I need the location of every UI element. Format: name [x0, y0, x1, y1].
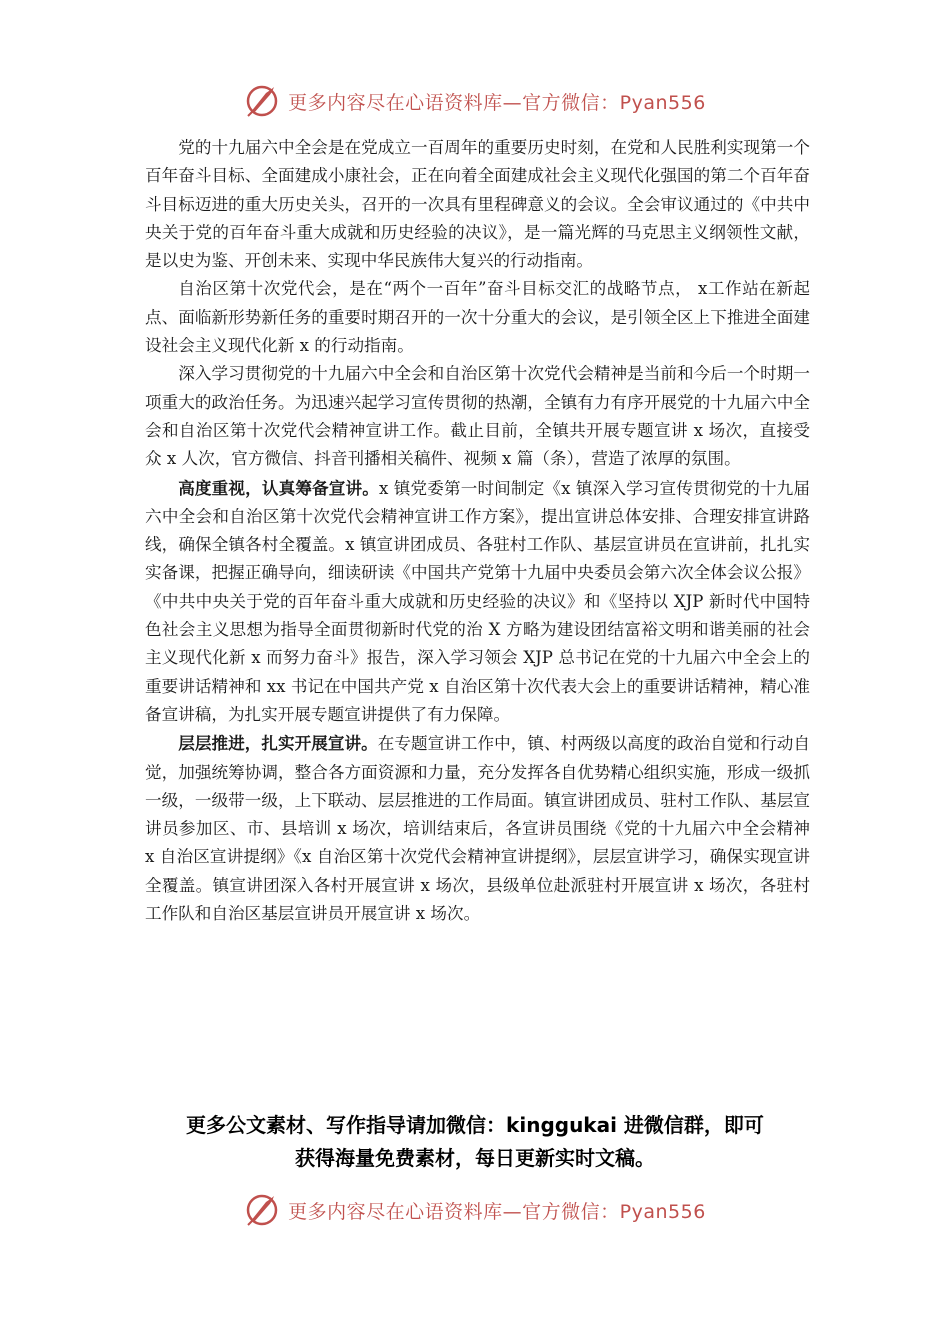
paragraph	[145, 474, 810, 730]
footer-note-line-1: 更多公文素材、写作指导请加微信：kinggukai 进微信群，即可	[186, 1113, 764, 1137]
paragraph-lead: 高度重视，认真筹备宣讲。	[178, 477, 379, 498]
paragraph-text: 在专题宣讲工作中，镇、村两级以高度的政治自觉和行动自觉，加强统筹协调，整合各方面资源和力量，充分发挥各自优势精心组织实施，形成一级抓一级，一级带一级，上下联动、层层推进的工作局面。镇宣讲团成员、驻村工作队、基层宣讲员参加区、市、县培训 x 场次，培训结束后，各宣讲员围绕《党的十九届六中全会精神 x 自治区宣讲提纲》《x 自治区第十次党代会精神宣讲提纲》，层层宣讲学习，确保实现宣讲全覆盖。镇宣讲团深入各村开展宣讲 x 场次，县级单位赴派驻村开展宣讲 x 场次，各驻村工作队和自治区基层宣讲员开展宣讲 x 场次。	[145, 734, 810, 924]
document-body	[145, 134, 810, 928]
quill-logo-icon	[244, 1192, 280, 1228]
paragraph-text: x 镇党委第一时间制定《x 镇深入学习宣传贯彻党的十九届六中全会和自治区第十次党代会精神宣讲工作方案》，提出宣讲总体安排、合理安排宣讲路线，确保全镇各村全覆盖。x 镇宣讲团成员、各驻村工作队、基层宣讲员在宣讲前，扎扎实实备课，把握正确导向，细读研读《中国共产党第十九届中央委员会第六次全体会议公报》《中共中央关于党的百年奋斗重大成就和历史经验的决议》和《坚持以 XJP 新时代中国特色社会主义思想为指导全面贯彻新时代党的治 X 方略为建设团结富裕文明和谐美丽的社会主义现代化新 x 而努力奋斗》报告，深入学习领会 XJP 总书记在党的十九届六中全会上的重要讲话精神和 xx 书记在中国共产党 x 自治区第十次代表大会上的重要讲话精神，精心准备宣讲稿，为扎实开展专题宣讲提供了有力保障。	[145, 478, 811, 724]
paragraph	[145, 360, 810, 473]
footer-banner-text: 更多内容尽在心语资料库—官方微信：Pyan556	[288, 1200, 706, 1223]
paragraph-lead: 层层推进，扎实开展宣讲。	[178, 733, 378, 754]
paragraph-text: 深入学习贯彻党的十九届六中全会和自治区第十次党代会精神是当前和今后一个时期一项重大的政治任务。为迅速兴起学习宣传贯彻的热潮，全镇有力有序开展党的十九届六中全会和自治区第十次党代会精神宣讲工作。截止目前，全镇共开展专题宣讲 x 场次，直接受众 x 人次，官方微信、抖音刊播相关稿件、视频 x 篇（条），营造了浓厚的氛围。	[145, 364, 810, 469]
paragraph-text: 党的十九届六中全会是在党成立一百周年的重要历史时刻，在党和人民胜利实现第一个百年奋斗目标、全面建成小康社会，正在向着全面建成社会主义现代化强国的第二个百年奋斗目标迈进的重大历史关头，召开的一次具有里程碑意义的会议。全会审议通过的《中共中央关于党的百年奋斗重大成就和历史经验的决议》，是一篇光辉的马克思主义纲领性文献，是以史为鉴、开创未来、实现中华民族伟大复兴的行动指南。	[145, 138, 810, 271]
paragraph	[145, 134, 810, 275]
paragraph-text: 自治区第十次党代会，是在“两个一百年”奋斗目标交汇的战略节点， x工作站在新起点、面临新形势新任务的重要时期召开的一次十分重大的会议，是引领全区上下推进全面建设社会主义现代化新 x 的行动指南。	[145, 279, 810, 356]
header-banner-text: 更多内容尽在心语资料库—官方微信：Pyan556	[288, 91, 706, 114]
footer-banner	[0, 1192, 950, 1228]
quill-logo-icon	[244, 83, 280, 119]
footer-note-line-2: 获得海量免费素材，每日更新实时文稿。	[295, 1146, 655, 1170]
paragraph	[145, 275, 810, 360]
paragraph	[145, 729, 810, 928]
footer-note	[0, 1109, 950, 1175]
header-banner	[0, 83, 950, 119]
